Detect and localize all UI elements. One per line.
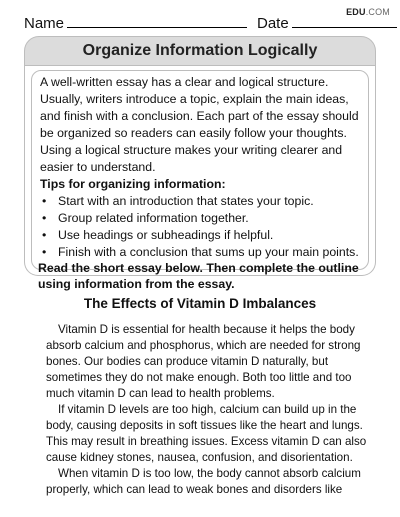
essay-body bbox=[46, 322, 371, 498]
essay-paragraph: If vitamin D levels are too high, calcium can build up in the body, causing deposits in soft tissues like the heart and lungs. This may result in breathing issues. Excess vitamin D can also cause kidney stones, nausea, confusion, and disorientation. bbox=[46, 403, 367, 464]
brand-suffix: .COM bbox=[365, 7, 390, 17]
tips-heading: Tips for organizing information: bbox=[40, 177, 226, 191]
essay-title: The Effects of Vitamin D Imbalances bbox=[83, 296, 317, 311]
tip-item: • Finish with a conclusion that sums up your main points. bbox=[40, 244, 360, 261]
tip-item: • Group related information together. bbox=[40, 210, 360, 227]
intro-panel bbox=[24, 66, 376, 276]
name-blank[interactable] bbox=[67, 27, 247, 28]
date-blank[interactable] bbox=[292, 27, 397, 28]
tips-list bbox=[40, 193, 360, 261]
intro-box bbox=[31, 70, 369, 270]
name-field bbox=[24, 15, 247, 32]
name-label: Name bbox=[24, 15, 65, 32]
worksheet-title-bar bbox=[24, 36, 376, 66]
tip-item: • Use headings or subheadings if helpful. bbox=[40, 227, 360, 244]
brand-name: EDU bbox=[346, 7, 366, 17]
worksheet-title: Organize Information Logically bbox=[82, 42, 318, 59]
date-field bbox=[257, 15, 397, 32]
tip-item: • Start with an introduction that states your topic. bbox=[40, 193, 360, 210]
instructions: Read the short essay below. Then complete the outline using information from the essay. bbox=[38, 261, 359, 291]
intro-paragraph: A well-written essay has a clear and logical structure. Usually, writers introduce a topic, explain the main ideas, and finish with a conclusion. Each part of the essay should be organized so readers can easily follow your thoughts. Using a logical structure makes your writing clearer and easier to understand. bbox=[40, 75, 359, 174]
essay-paragraph: When vitamin D is too low, the body cannot absorb calcium properly, which can lead to weak bones and disorders like bbox=[46, 467, 361, 496]
essay-paragraph: Vitamin D is essential for health because it helps the body absorb calcium and phosphorus, which are needed for strong bones. Our bodies can produce vitamin D naturally, but sometimes they do not make enough. Both too little and too much vitamin D can lead to health problems. bbox=[46, 323, 361, 400]
date-label: Date bbox=[257, 15, 289, 32]
